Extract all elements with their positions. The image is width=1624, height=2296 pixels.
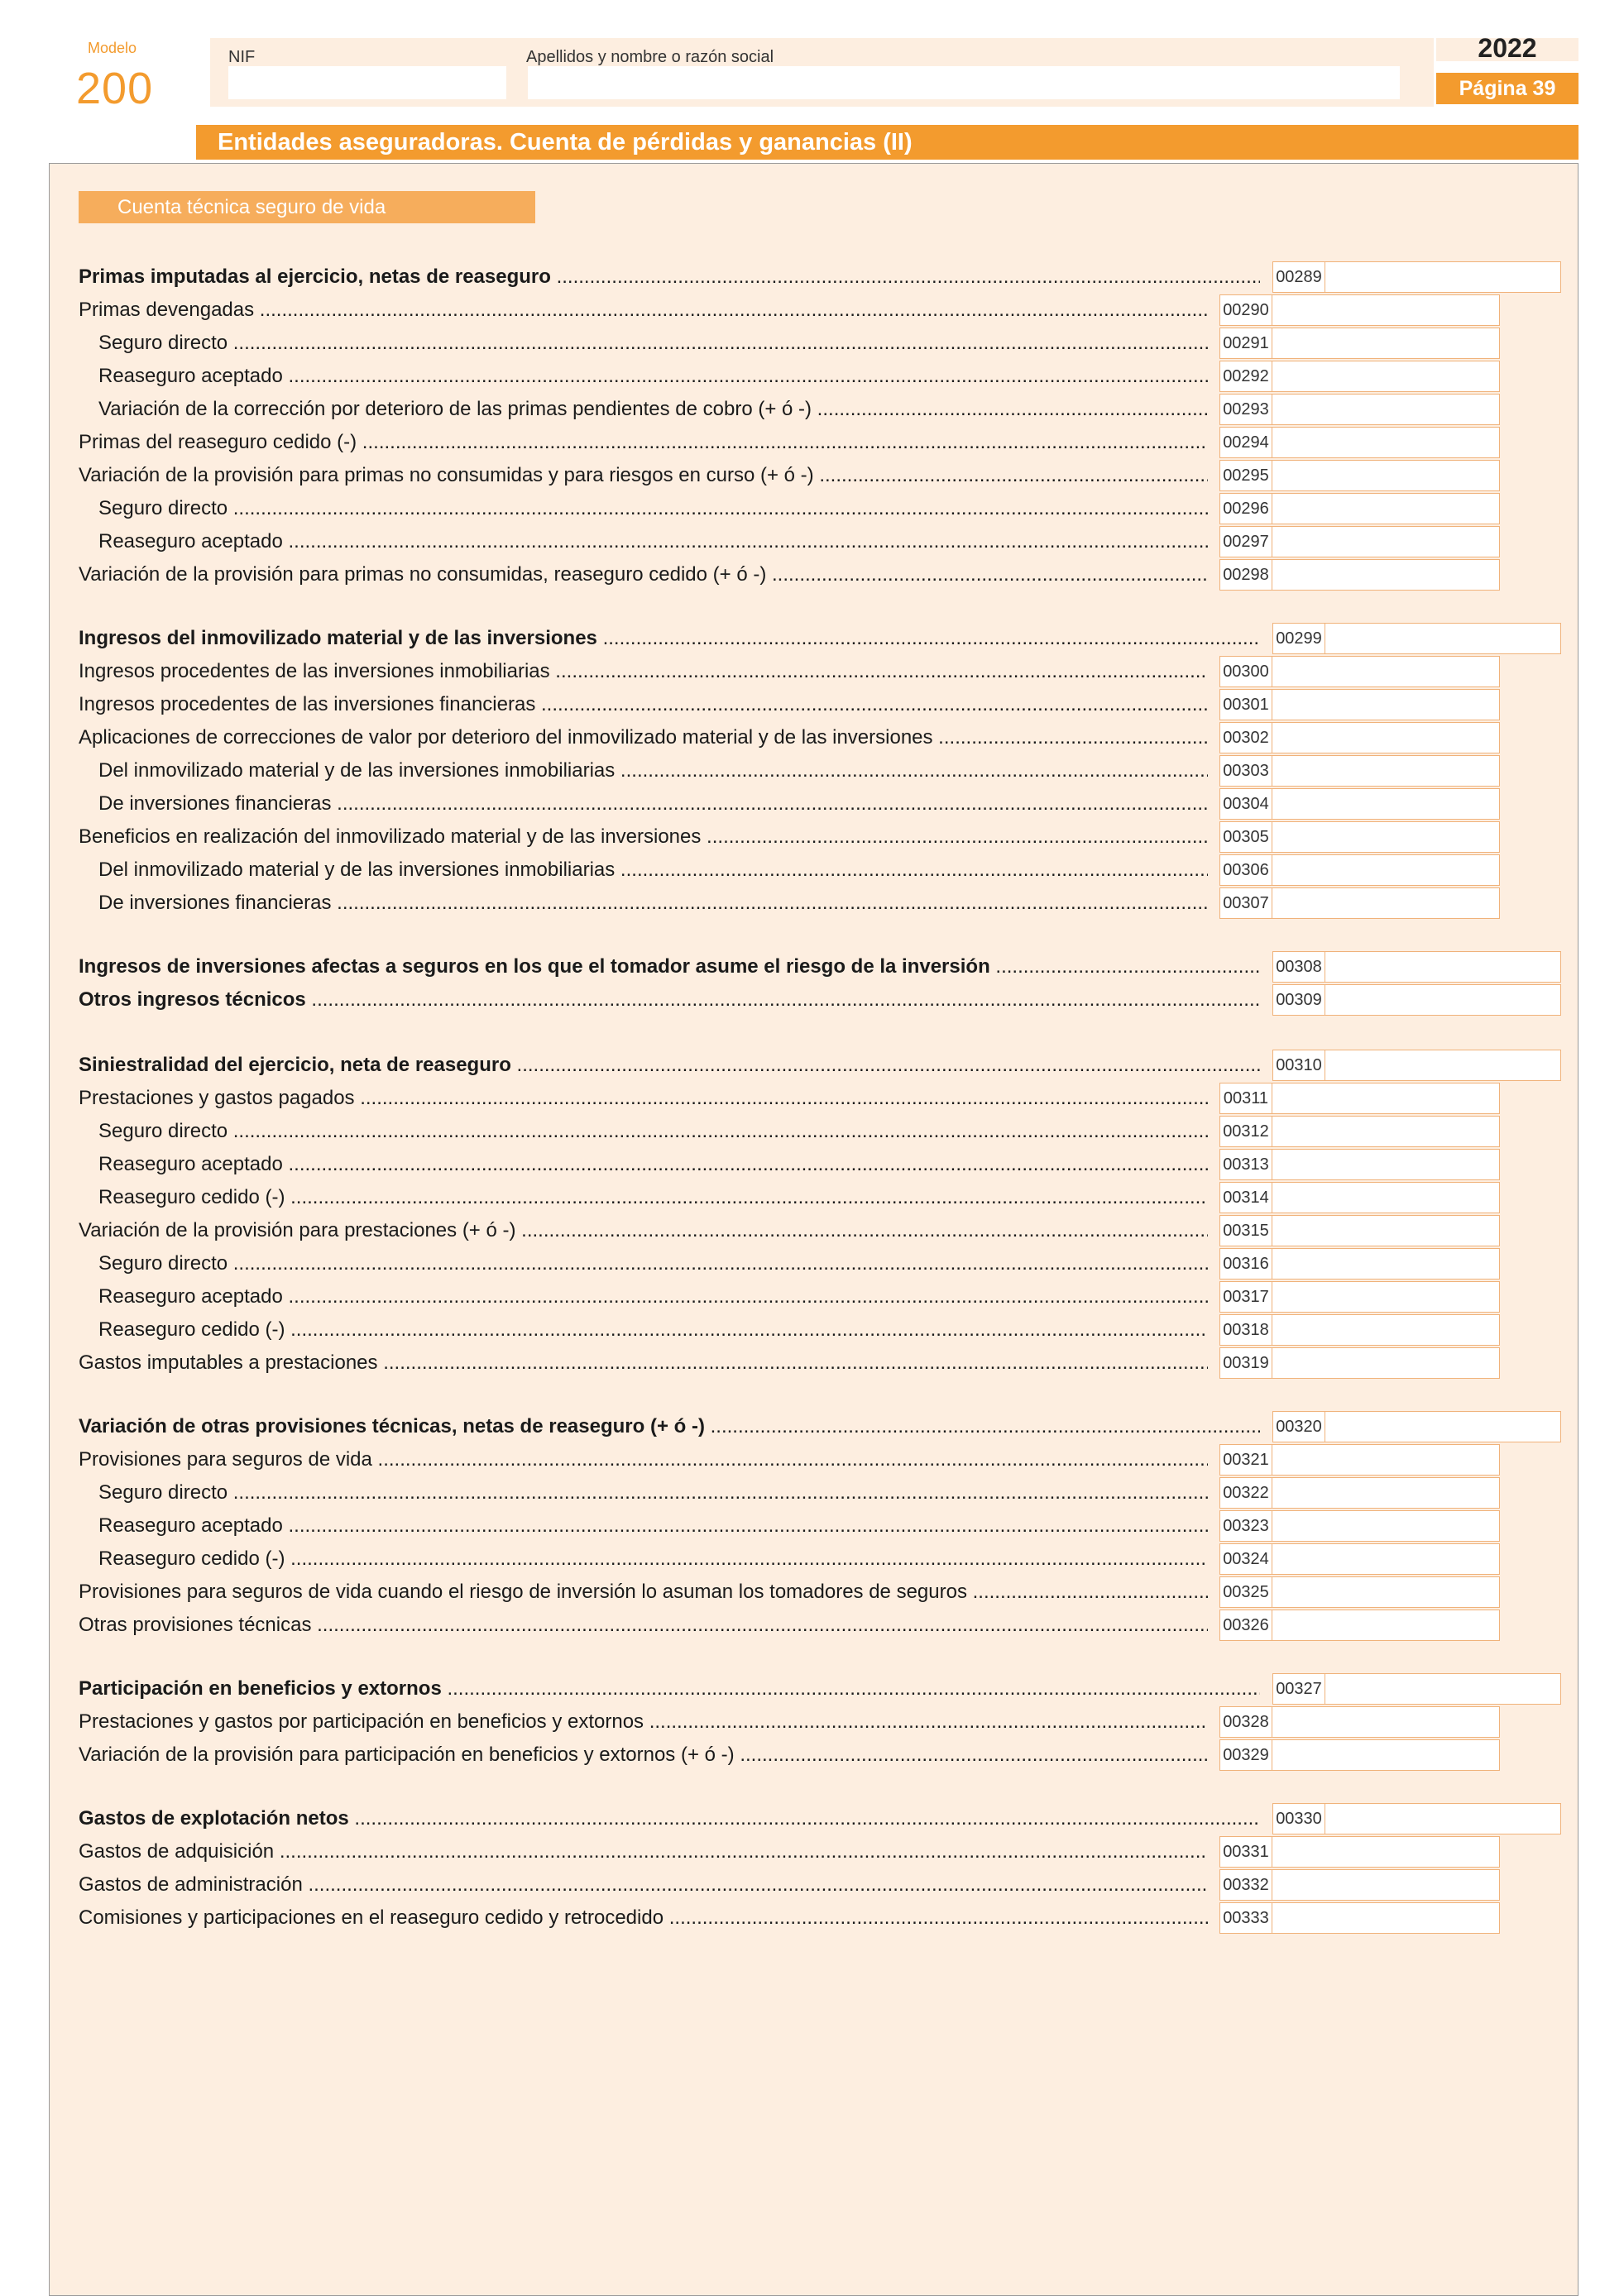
form-row xyxy=(0,721,1624,754)
form-row xyxy=(0,854,1624,887)
form-row xyxy=(0,820,1624,854)
form-row xyxy=(0,1115,1624,1148)
form-row xyxy=(0,1672,1624,1705)
form-row xyxy=(0,1313,1624,1347)
box-code: 00290 xyxy=(1219,294,1272,326)
form-row xyxy=(0,622,1624,655)
row-label: Variación de otras provisiones técnicas, netas de reaseguro (+ ó -) ..... xyxy=(79,1410,1260,1443)
value-field[interactable] xyxy=(1272,526,1500,557)
nif-label: NIF xyxy=(228,48,256,66)
row-label: Primas devengadas ..... xyxy=(79,294,1208,327)
modelo-label: Modelo xyxy=(88,40,137,56)
box-code: 00328 xyxy=(1219,1706,1272,1738)
value-field[interactable] xyxy=(1272,1610,1500,1641)
value-field[interactable] xyxy=(1272,394,1500,425)
box-code: 00331 xyxy=(1219,1836,1272,1868)
value-field[interactable] xyxy=(1272,1083,1500,1114)
value-field[interactable] xyxy=(1272,821,1500,853)
box-code: 00295 xyxy=(1219,460,1272,491)
form-row xyxy=(0,1835,1624,1868)
value-field[interactable] xyxy=(1272,656,1500,687)
box-code: 00333 xyxy=(1219,1902,1272,1934)
row-label: Primas imputadas al ejercicio, netas de reaseguro ..... xyxy=(79,261,1260,294)
form-row xyxy=(0,1739,1624,1772)
form-row xyxy=(0,754,1624,787)
box-code: 00301 xyxy=(1219,689,1272,720)
row-label: De inversiones financieras ..... xyxy=(98,787,1208,820)
form-row xyxy=(0,261,1624,294)
value-field[interactable] xyxy=(1272,1902,1500,1934)
value-field[interactable] xyxy=(1272,1248,1500,1280)
row-label: Participación en beneficios y extornos ..... xyxy=(79,1672,1260,1705)
form-row xyxy=(0,1509,1624,1543)
row-label: Reaseguro aceptado ..... xyxy=(98,1148,1208,1181)
form-row xyxy=(0,1049,1624,1082)
form-row xyxy=(0,1347,1624,1380)
box-code: 00308 xyxy=(1272,951,1325,983)
value-field[interactable] xyxy=(1272,559,1500,591)
box-code: 00325 xyxy=(1219,1576,1272,1608)
form-row xyxy=(0,1410,1624,1443)
box-code: 00320 xyxy=(1272,1411,1325,1442)
total-value-field[interactable] xyxy=(1325,1411,1561,1442)
row-label: Ingresos procedentes de las inversiones inmobiliarias ..... xyxy=(79,655,1208,688)
row-label: Provisiones para seguros de vida cuando el riesgo de inversión lo asuman los tomadores de seguros ..... xyxy=(79,1576,1208,1609)
row-label: Variación de la provisión para primas no consumidas, reaseguro cedido (+ ó -) ..... xyxy=(79,558,1208,591)
value-field[interactable] xyxy=(1272,1116,1500,1147)
form-row xyxy=(0,393,1624,426)
row-label: Seguro directo ..... xyxy=(98,492,1208,525)
row-label: Del inmovilizado material y de las inversiones inmobiliarias ..... xyxy=(98,854,1208,887)
total-value-field[interactable] xyxy=(1325,951,1561,983)
form-row xyxy=(0,1802,1624,1835)
total-value-field[interactable] xyxy=(1325,1803,1561,1834)
total-value-field[interactable] xyxy=(1325,984,1561,1016)
row-label: Seguro directo ..... xyxy=(98,1476,1208,1509)
box-code: 00307 xyxy=(1219,887,1272,919)
value-field[interactable] xyxy=(1272,1706,1500,1738)
row-label: Seguro directo ..... xyxy=(98,1247,1208,1280)
row-label: Variación de la provisión para participación en beneficios y extornos (+ ó -) ..... xyxy=(79,1739,1208,1772)
value-field[interactable] xyxy=(1272,1836,1500,1868)
box-code: 00299 xyxy=(1272,623,1325,654)
value-field[interactable] xyxy=(1272,427,1500,458)
box-code: 00315 xyxy=(1219,1215,1272,1246)
row-label: Gastos de administración ..... xyxy=(79,1868,1208,1901)
form-row xyxy=(0,887,1624,920)
total-value-field[interactable] xyxy=(1325,1050,1561,1081)
total-value-field[interactable] xyxy=(1325,623,1561,654)
row-label: Reaseguro cedido (-) ..... xyxy=(98,1181,1208,1214)
form-row xyxy=(0,1247,1624,1280)
box-code: 00326 xyxy=(1219,1610,1272,1641)
value-field[interactable] xyxy=(1272,361,1500,392)
row-label: Aplicaciones de correcciones de valor por deterioro del inmovilizado material y de las inversiones ..... xyxy=(79,721,1208,754)
form-row xyxy=(0,1148,1624,1181)
form-row xyxy=(0,983,1624,1016)
row-label: Siniestralidad del ejercicio, neta de reaseguro ..... xyxy=(79,1049,1260,1082)
box-code: 00317 xyxy=(1219,1281,1272,1313)
box-code: 00319 xyxy=(1219,1347,1272,1379)
form-row xyxy=(0,1082,1624,1115)
box-code: 00297 xyxy=(1219,526,1272,557)
value-field[interactable] xyxy=(1272,1510,1500,1542)
row-label: Otros ingresos técnicos ..... xyxy=(79,983,1260,1016)
box-code: 00313 xyxy=(1219,1149,1272,1180)
form-row xyxy=(0,459,1624,492)
value-field[interactable] xyxy=(1272,294,1500,326)
row-label: De inversiones financieras ..... xyxy=(98,887,1208,920)
row-label: Reaseguro aceptado ..... xyxy=(98,360,1208,393)
total-value-field[interactable] xyxy=(1325,1673,1561,1705)
row-label: Seguro directo ..... xyxy=(98,1115,1208,1148)
form-row xyxy=(0,1901,1624,1935)
box-code: 00318 xyxy=(1219,1314,1272,1346)
box-code: 00322 xyxy=(1219,1477,1272,1509)
value-field[interactable] xyxy=(1272,1477,1500,1509)
form-row xyxy=(0,492,1624,525)
nif-field[interactable] xyxy=(228,66,506,99)
value-field[interactable] xyxy=(1272,1543,1500,1575)
form-row xyxy=(0,1476,1624,1509)
row-label: Variación de la provisión para primas no consumidas y para riesgos en curso (+ ó -) ..... xyxy=(79,459,1208,492)
value-field[interactable] xyxy=(1272,854,1500,886)
row-label: Beneficios en realización del inmovilizado material y de las inversiones ..... xyxy=(79,820,1208,854)
form-row xyxy=(0,360,1624,393)
box-code: 00327 xyxy=(1272,1673,1325,1705)
box-code: 00293 xyxy=(1219,394,1272,425)
value-field[interactable] xyxy=(1272,1149,1500,1180)
form-row xyxy=(0,655,1624,688)
value-field[interactable] xyxy=(1272,328,1500,359)
modelo-number: 200 xyxy=(76,64,154,113)
box-code: 00303 xyxy=(1219,755,1272,787)
section-title: Entidades aseguradoras. Cuenta de pérdidas y ganancias (II) xyxy=(196,125,1578,160)
box-code: 00310 xyxy=(1272,1050,1325,1081)
row-label: Primas del reaseguro cedido (-) ..... xyxy=(79,426,1208,459)
box-code: 00289 xyxy=(1272,261,1325,293)
row-label: Variación de la provisión para prestaciones (+ ó -) ..... xyxy=(79,1214,1208,1247)
row-label: Provisiones para seguros de vida ..... xyxy=(79,1443,1208,1476)
row-label: Prestaciones y gastos pagados ..... xyxy=(79,1082,1208,1115)
form-row xyxy=(0,525,1624,558)
form-row xyxy=(0,950,1624,983)
total-value-field[interactable] xyxy=(1325,261,1561,293)
box-code: 00296 xyxy=(1219,493,1272,524)
form-row xyxy=(0,1543,1624,1576)
value-field[interactable] xyxy=(1272,493,1500,524)
name-label: Apellidos y nombre o razón social xyxy=(526,48,774,66)
form-row xyxy=(0,327,1624,360)
row-label: Seguro directo ..... xyxy=(98,327,1208,360)
box-code: 00311 xyxy=(1219,1083,1272,1114)
form-row xyxy=(0,787,1624,820)
value-field[interactable] xyxy=(1272,1576,1500,1608)
row-label: Variación de la corrección por deterioro de las primas pendientes de cobro (+ ó -) ..... xyxy=(98,393,1208,426)
value-field[interactable] xyxy=(1272,1869,1500,1901)
value-field[interactable] xyxy=(1272,755,1500,787)
row-label: Del inmovilizado material y de las inversiones inmobiliarias ..... xyxy=(98,754,1208,787)
year-label: 2022 xyxy=(1478,33,1537,63)
row-label: Comisiones y participaciones en el reaseguro cedido y retrocedido ..... xyxy=(79,1901,1208,1935)
value-field[interactable] xyxy=(1272,1281,1500,1313)
value-field[interactable] xyxy=(1272,1314,1500,1346)
box-code: 00324 xyxy=(1219,1543,1272,1575)
form-row xyxy=(0,1443,1624,1476)
row-label: Reaseguro cedido (-) ..... xyxy=(98,1543,1208,1576)
box-code: 00309 xyxy=(1272,984,1325,1016)
row-label: Reaseguro aceptado ..... xyxy=(98,1509,1208,1543)
row-label: Gastos de adquisición ..... xyxy=(79,1835,1208,1868)
box-code: 00300 xyxy=(1219,656,1272,687)
row-label: Reaseguro cedido (-) ..... xyxy=(98,1313,1208,1347)
row-label: Gastos de explotación netos ..... xyxy=(79,1802,1260,1835)
value-field[interactable] xyxy=(1272,1739,1500,1771)
value-field[interactable] xyxy=(1272,722,1500,753)
form-row xyxy=(0,1181,1624,1214)
row-label: Otras provisiones técnicas ..... xyxy=(79,1609,1208,1642)
row-label: Prestaciones y gastos por participación en beneficios y extornos ..... xyxy=(79,1705,1208,1739)
form-row xyxy=(0,426,1624,459)
form-row xyxy=(0,1214,1624,1247)
value-field[interactable] xyxy=(1272,1444,1500,1476)
form-row xyxy=(0,294,1624,327)
name-field[interactable] xyxy=(528,66,1400,99)
value-field[interactable] xyxy=(1272,1182,1500,1213)
subsection-title: Cuenta técnica seguro de vida xyxy=(79,191,535,223)
value-field[interactable] xyxy=(1272,1347,1500,1379)
box-code: 00330 xyxy=(1272,1803,1325,1834)
row-label: Reaseguro aceptado ..... xyxy=(98,525,1208,558)
box-code: 00292 xyxy=(1219,361,1272,392)
row-label: Ingresos del inmovilizado material y de las inversiones ..... xyxy=(79,622,1260,655)
form-row xyxy=(0,1576,1624,1609)
form-row xyxy=(0,558,1624,591)
page-badge: Página 39 xyxy=(1436,73,1578,104)
box-code: 00312 xyxy=(1219,1116,1272,1147)
box-code: 00298 xyxy=(1219,559,1272,591)
box-code: 00323 xyxy=(1219,1510,1272,1542)
value-field[interactable] xyxy=(1272,460,1500,491)
box-code: 00291 xyxy=(1219,328,1272,359)
value-field[interactable] xyxy=(1272,689,1500,720)
value-field[interactable] xyxy=(1272,887,1500,919)
box-code: 00302 xyxy=(1219,722,1272,753)
box-code: 00329 xyxy=(1219,1739,1272,1771)
row-label: Ingresos de inversiones afectas a seguros en los que el tomador asume el riesgo de la inversión ..... xyxy=(79,950,1260,983)
box-code: 00306 xyxy=(1219,854,1272,886)
box-code: 00316 xyxy=(1219,1248,1272,1280)
form-row xyxy=(0,1280,1624,1313)
box-code: 00305 xyxy=(1219,821,1272,853)
row-label: Reaseguro aceptado ..... xyxy=(98,1280,1208,1313)
box-code: 00321 xyxy=(1219,1444,1272,1476)
form-row xyxy=(0,688,1624,721)
box-code: 00294 xyxy=(1219,427,1272,458)
form-row xyxy=(0,1868,1624,1901)
value-field[interactable] xyxy=(1272,788,1500,820)
form-row xyxy=(0,1705,1624,1739)
box-code: 00332 xyxy=(1219,1869,1272,1901)
box-code: 00304 xyxy=(1219,788,1272,820)
value-field[interactable] xyxy=(1272,1215,1500,1246)
row-label: Ingresos procedentes de las inversiones financieras ..... xyxy=(79,688,1208,721)
box-code: 00314 xyxy=(1219,1182,1272,1213)
form-row xyxy=(0,1609,1624,1642)
row-label: Gastos imputables a prestaciones ..... xyxy=(79,1347,1208,1380)
